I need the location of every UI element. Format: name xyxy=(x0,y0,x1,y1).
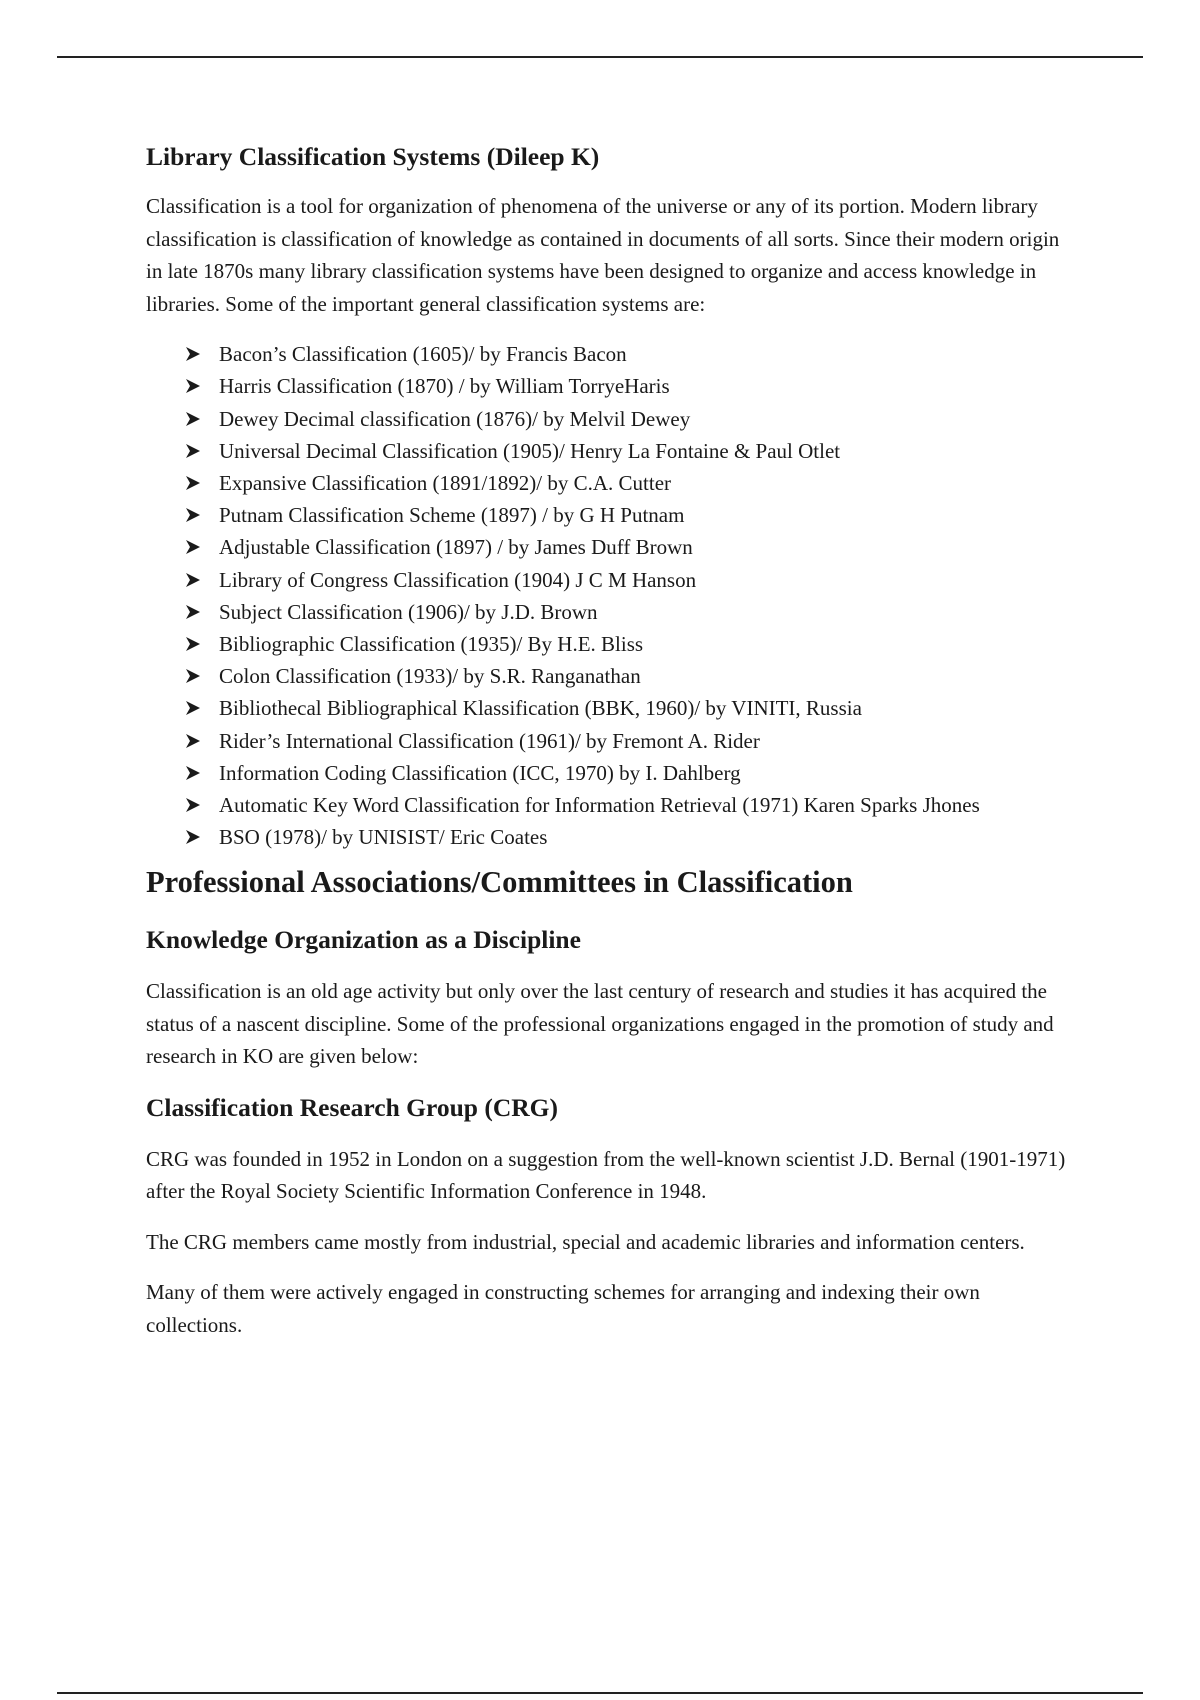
list-item-text: Automatic Key Word Classification for Information Retrieval (1971) Karen Sparks Jhones xyxy=(219,792,980,817)
arrowhead-bullet-icon xyxy=(184,403,202,435)
intro-paragraph: Classification is a tool for organization of phenomena of the universe or any of its portion. Modern library classification is classification of knowledge as contained in documents of all sorts. Since their modern origin in late 1870s many library classification systems have been designed to organize and access knowledge in libraries. Some of the important general classification systems are: xyxy=(146,194,1060,316)
list-item xyxy=(184,531,1066,563)
arrowhead-bullet-icon xyxy=(184,725,202,757)
arrowhead-bullet-icon xyxy=(184,338,202,370)
list-item-text: Subject Classification (1906)/ by J.D. Brown xyxy=(219,599,598,624)
page-title: Library Classification Systems (Dileep K) xyxy=(146,142,600,171)
arrowhead-bullet-icon xyxy=(184,789,202,821)
list-item xyxy=(184,499,1066,531)
list-item-text: Universal Decimal Classification (1905)/ Henry La Fontaine & Paul Otlet xyxy=(219,438,841,463)
list-item xyxy=(184,757,1066,789)
crg-heading: Classification Research Group (CRG) xyxy=(146,1092,558,1122)
list-item xyxy=(184,338,1066,370)
bottom-page-rule xyxy=(57,1692,1143,1694)
arrowhead-bullet-icon xyxy=(184,467,202,499)
arrowhead-bullet-icon xyxy=(184,596,202,628)
list-item xyxy=(184,403,1066,435)
list-item-text: Library of Congress Classification (1904) J C M Hanson xyxy=(219,567,697,592)
list-item xyxy=(184,725,1066,757)
list-item-text: Harris Classification (1870) / by William TorryeHaris xyxy=(219,374,670,399)
list-item xyxy=(184,370,1066,402)
arrowhead-bullet-icon xyxy=(184,628,202,660)
arrowhead-bullet-icon xyxy=(184,370,202,402)
crg-paragraph: Many of them were actively engaged in constructing schemes for arranging and indexing their own collections. xyxy=(146,1280,980,1337)
list-item-text: Rider’s International Classification (1961)/ by Fremont A. Rider xyxy=(219,728,760,753)
list-item-text: Bibliographic Classification (1935)/ By H.E. Bliss xyxy=(219,631,644,656)
arrowhead-bullet-icon xyxy=(184,531,202,563)
list-item-text: Expansive Classification (1891/1892)/ by C.A. Cutter xyxy=(219,470,672,495)
list-item-text: Information Coding Classification (ICC, 1970) by I. Dahlberg xyxy=(219,760,741,785)
arrowhead-bullet-icon xyxy=(184,660,202,692)
list-item xyxy=(184,660,1066,692)
arrowhead-bullet-icon xyxy=(184,564,202,596)
arrowhead-bullet-icon xyxy=(184,499,202,531)
document-page xyxy=(146,140,1066,1359)
top-page-rule xyxy=(57,56,1143,58)
ko-paragraph: Classification is an old age activity but only over the last century of research and studies it has acquired the status of a nascent discipline. Some of the professional organizations engaged in the promotion of study and research in KO are given below: xyxy=(146,979,1054,1069)
arrowhead-bullet-icon xyxy=(184,821,202,853)
list-item xyxy=(184,467,1066,499)
list-item-text: Dewey Decimal classification (1876)/ by Melvil Dewey xyxy=(219,406,691,431)
list-item xyxy=(184,789,1066,821)
list-item-text: Colon Classification (1933)/ by S.R. Ranganathan xyxy=(219,664,641,689)
list-item-text: BSO (1978)/ by UNISIST/ Eric Coates xyxy=(219,825,548,850)
ko-heading: Knowledge Organization as a Discipline xyxy=(146,925,581,955)
list-item-text: Bacon’s Classification (1605)/ by Francis Bacon xyxy=(219,342,627,367)
arrowhead-bullet-icon xyxy=(184,435,202,467)
list-item xyxy=(184,435,1066,467)
list-item xyxy=(184,564,1066,596)
section-heading: Professional Associations/Committees in Classification xyxy=(146,865,853,900)
crg-paragraph: The CRG members came mostly from industrial, special and academic libraries and information centers. xyxy=(146,1229,1025,1254)
list-item-text: Putnam Classification Scheme (1897) / by G H Putnam xyxy=(219,503,685,528)
list-item xyxy=(184,821,1066,853)
list-item-text: Adjustable Classification (1897) / by James Duff Brown xyxy=(219,535,693,560)
list-item xyxy=(184,628,1066,660)
list-item-text: Bibliothecal Bibliographical Klassification (BBK, 1960)/ by VINITI, Russia xyxy=(219,696,862,721)
crg-paragraph: CRG was founded in 1952 in London on a suggestion from the well-known scientist J.D. Bernal (1901-1971) after the Royal Society Scientific Information Conference in 1948. xyxy=(146,1146,1066,1204)
list-item xyxy=(184,596,1066,628)
arrowhead-bullet-icon xyxy=(184,692,202,724)
classification-systems-list xyxy=(146,338,1066,853)
arrowhead-bullet-icon xyxy=(184,757,202,789)
list-item xyxy=(184,692,1066,724)
